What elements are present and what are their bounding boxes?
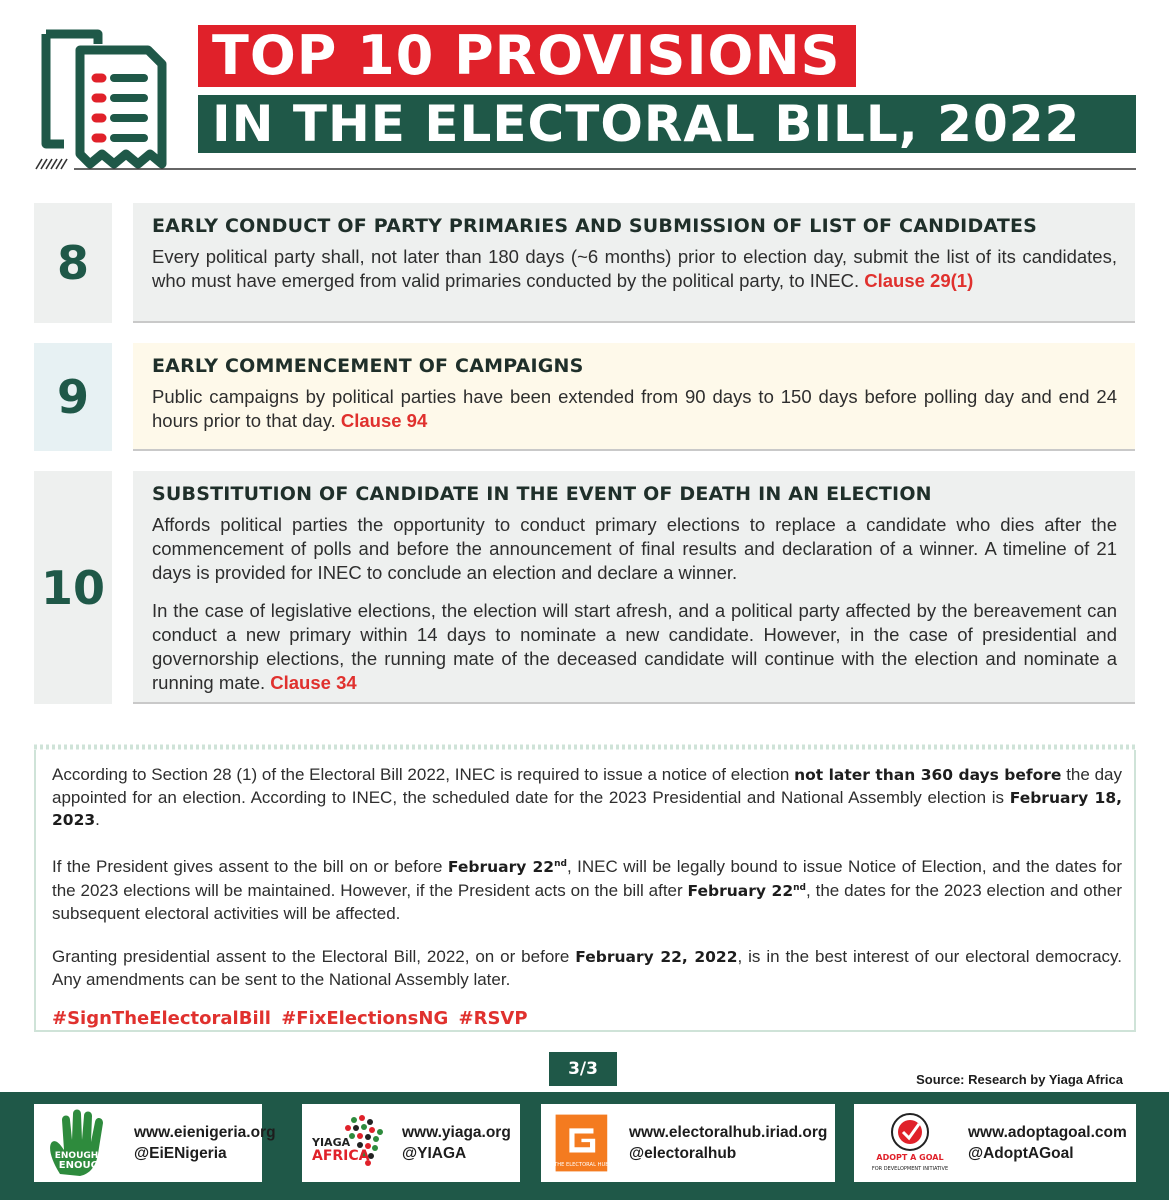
notice-paragraph-3: Granting presidential assent to the Electoral Bill, 2022, on or before February 22, 2022, is in the best interest of our electoral democracy. Any amendments can be sent to the National Assembly later. xyxy=(52,947,1123,989)
svg-text:ENOUGH IS: ENOUGH IS xyxy=(54,1151,112,1161)
provision-number-10: 10 xyxy=(34,471,112,704)
partner-url[interactable]: www.eienigeria.org xyxy=(134,1124,276,1141)
clause-reference: Clause 29(1) xyxy=(864,270,974,291)
title-line-2: IN THE ELECTORAL BILL, 2022 xyxy=(198,95,1136,153)
clause-reference: Clause 94 xyxy=(340,410,428,431)
svg-text:AFRICA: AFRICA xyxy=(312,1148,370,1164)
clause-reference: Clause 34 xyxy=(270,672,357,693)
header xyxy=(0,0,1169,180)
partner-card-yiaga[interactable] xyxy=(302,1104,520,1182)
source-note: Source: Research by Yiaga Africa xyxy=(916,1072,1123,1087)
document-receipt-icon xyxy=(36,14,176,174)
adopt-a-goal-logo xyxy=(860,1108,960,1178)
yiaga-africa-logo xyxy=(308,1108,394,1178)
notice-paragraph-1: According to Section 28 (1) of the Electoral Bill 2022, INEC is required to issue a notice of election not later than 360 days before the day appointed for an election. According to INEC, the scheduled date for the 2023 Presidential and National Assembly election is February 18, 2023. xyxy=(52,765,1123,829)
footer xyxy=(0,1092,1169,1200)
partner-url[interactable]: www.electoralhub.iriad.org xyxy=(629,1124,828,1141)
partner-card-eie[interactable] xyxy=(34,1104,276,1182)
enough-is-enough-hand-logo xyxy=(40,1108,126,1178)
provision-9 xyxy=(133,343,1135,451)
svg-text:YIAGA: YIAGA xyxy=(312,1136,351,1149)
provision-text: Every political party shall, not later than 180 days (~6 months) prior to election day, submit the list of its candidates, who must have emerged from valid primaries conducted by the political party, to INEC. Clause 29(1) xyxy=(152,246,1117,291)
provision-title: EARLY COMMENCEMENT OF CAMPAIGNS xyxy=(152,355,584,377)
notice-paragraph-2: If the President gives assent to the bill on or before February 22nd, INEC will be legally bound to issue Notice of Election, and the dates for the 2023 elections will be maintained. However, if the President acts on the bill after February 22nd, the dates for the 2023 election and other subsequent electoral activities will be affected. xyxy=(52,856,1123,923)
partner-handle[interactable]: @EiENigeria xyxy=(134,1145,227,1162)
provision-text: Public campaigns by political parties have been extended from 90 days to 150 days before polling day and end 24 hours prior to that day. Clause 94 xyxy=(152,386,1117,431)
provision-title: SUBSTITUTION OF CANDIDATE IN THE EVENT OF DEATH IN AN ELECTION xyxy=(152,483,932,505)
partner-url[interactable]: www.adoptagoal.com xyxy=(968,1124,1127,1141)
partner-handle[interactable]: @AdoptAGoal xyxy=(968,1145,1074,1162)
hashtags[interactable]: #SignTheElectoralBill #FixElectionsNG #RSVP xyxy=(52,1008,528,1030)
provision-10 xyxy=(133,471,1135,704)
svg-text:ADOPT A GOAL: ADOPT A GOAL xyxy=(876,1153,944,1162)
provision-title: EARLY CONDUCT OF PARTY PRIMARIES AND SUBMISSION OF LIST OF CANDIDATES xyxy=(152,215,1038,237)
title-line-1: TOP 10 PROVISIONS xyxy=(198,25,856,87)
svg-text:THE ELECTORAL HUB: THE ELECTORAL HUB xyxy=(554,1162,609,1169)
svg-text:ENOUGH: ENOUGH xyxy=(58,1160,108,1171)
provision-text: Affords political parties the opportunity to conduct primary elections to replace a candidate who dies after the commencement of polls and before the announcement of final results and declaration of a winner. A timeline of 21 days is provided for INEC to conclude an election and declare a winner. xyxy=(152,514,1117,583)
provision-number-9: 9 xyxy=(34,343,112,451)
hatch-divider xyxy=(34,158,1136,170)
provision-8 xyxy=(133,203,1135,323)
partner-card-electoral-hub[interactable] xyxy=(541,1104,835,1182)
partner-url[interactable]: www.yiaga.org xyxy=(402,1124,511,1141)
provision-text: In the case of legislative elections, the election will start afresh, and a political party affected by the bereavement can conduct a new primary within 14 days to nominate a new candidate. However, in the case of presidential and governorship elections, the running mate of the deceased candidate will continue with the election and nominate a running mate. Clause 34 xyxy=(152,600,1117,693)
partner-handle[interactable]: @YIAGA xyxy=(402,1145,467,1162)
partner-card-adopt-a-goal[interactable] xyxy=(854,1104,1136,1182)
provision-number-8: 8 xyxy=(34,203,112,323)
page-indicator: 3/3 xyxy=(549,1052,617,1086)
partner-handle[interactable]: @electoralhub xyxy=(629,1145,737,1162)
notice-box xyxy=(34,750,1136,1032)
svg-text:FOR DEVELOPMENT INITIATIVE: FOR DEVELOPMENT INITIATIVE xyxy=(871,1166,949,1172)
electoral-hub-logo xyxy=(547,1108,621,1178)
